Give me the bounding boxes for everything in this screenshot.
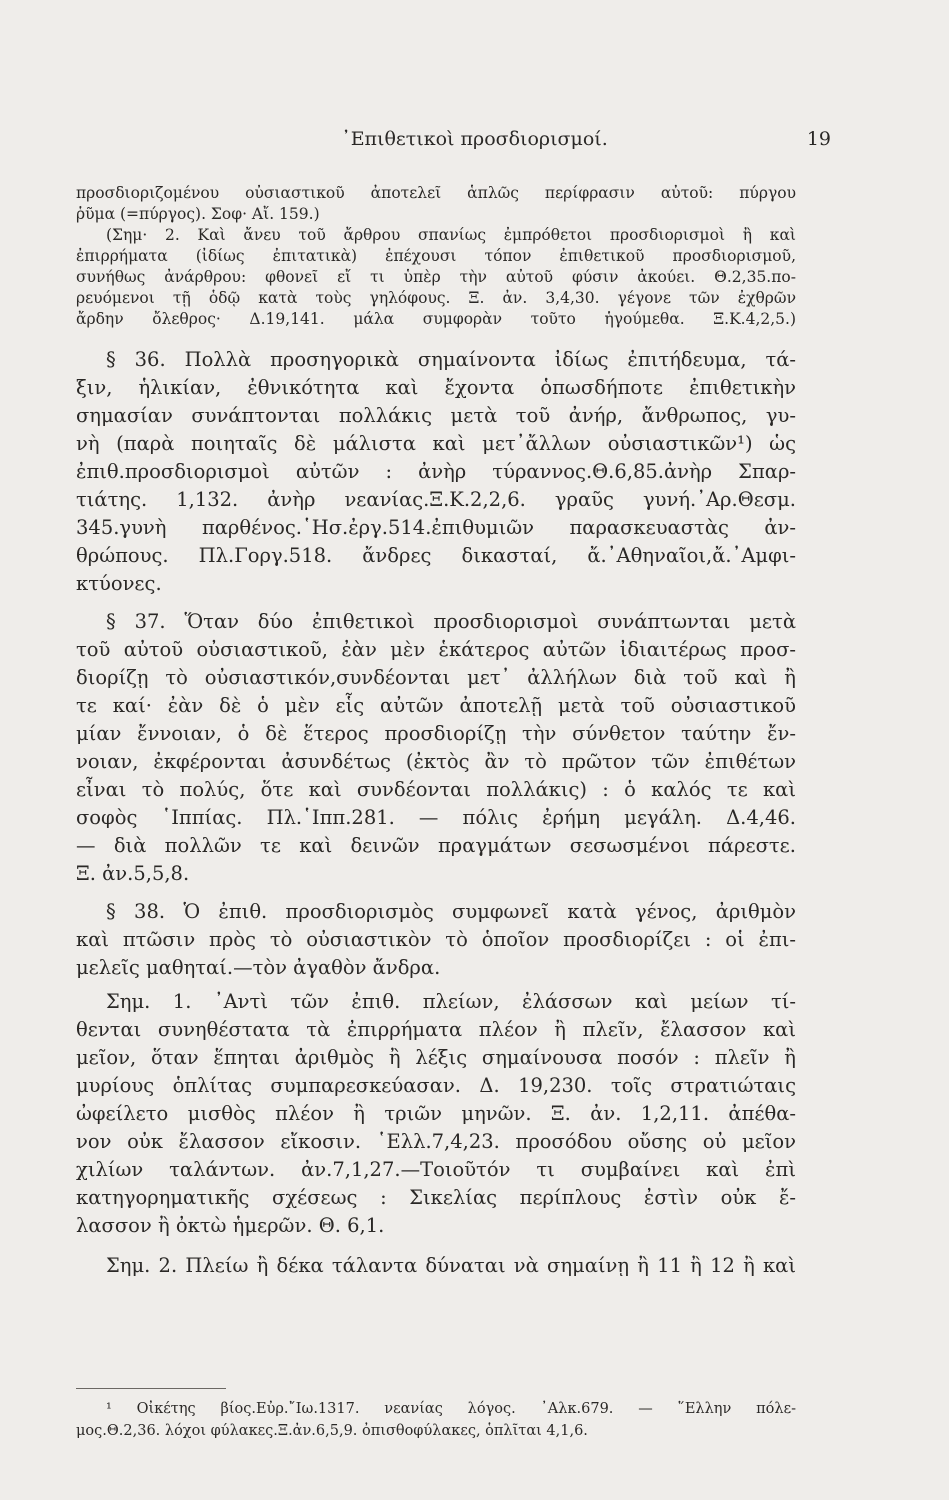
text-line: — διὰ πολλῶν τε καὶ δεινῶν πραγμάτων σεσωσμένοι πάρεστε.: [76, 834, 796, 857]
text-line: χιλίων ταλάντων. ἀν.7,1,27.—Τοιοῦτόν τι συμβαίνει καὶ ἐπὶ: [76, 1158, 796, 1181]
text-line: καὶ πτῶσιν πρὸς τὸ οὐσιαστικὸν τὸ ὁποῖον προσδιορίζει : οἱ ἐπι-: [76, 928, 796, 951]
text-line: κατηγορηματικῆς σχέσεως : Σικελίας περίπλους ἐστὶν οὐκ ἔ-: [76, 1186, 796, 1209]
text-line: § 38. Ὁ ἐπιθ. προσδιορισμὸς συμφωνεῖ κατὰ γένος, ἀριθμὸν: [106, 900, 796, 923]
text-line: Σημ. 2. Πλείω ἢ δέκα τάλαντα δύναται νὰ σημαίνῃ ἢ 11 ἢ 12 ἢ καὶ: [106, 1254, 796, 1277]
text-line: προσδιοριζομένου οὐσιαστικοῦ ἀποτελεῖ ἁπλῶς περίφρασιν αὐτοῦ: πύργου: [76, 184, 796, 202]
text-line: ἐπιρρήματα (ἰδίως ἐπιτατικὰ) ἐπέχουσι τόπον ἐπιθετικοῦ προσδιορισμοῦ,: [76, 247, 796, 265]
text-line: εἶναι τὸ πολύς, ὅτε καὶ συνδέονται πολλάκις) : ὁ καλός τε καὶ: [76, 778, 796, 801]
text-line: (Σημ· 2. Καὶ ἄνευ τοῦ ἄρθρου σπανίως ἐμπρόθετοι προσδιορισμοὶ ἢ καὶ: [106, 226, 796, 244]
footnotes: [76, 1398, 796, 1442]
section-36: [76, 346, 796, 598]
text-line: ξιν, ἡλικίαν, ἐθνικότητα καὶ ἔχοντα ὁπωσδήποτε ἐπιθετικὴν: [76, 376, 796, 399]
text-line: ἐπιθ.προσδιορισμοὶ αὐτῶν : ἀνὴρ τύραννος.Θ.6,85.ἀνὴρ Σπαρ-: [76, 460, 796, 483]
text-line: μελεῖς μαθηταί.—τὸν ἀγαθὸν ἄνδρα.: [76, 956, 441, 979]
text-line: μυρίους ὁπλίτας συμπαρεσκεύασαν. Δ. 19,230. τοῖς στρατιώταις: [76, 1074, 796, 1097]
text-line: νοιαν, ἐκφέρονται ἀσυνδέτως (ἐκτὸς ἂν τὸ πρῶτον τῶν ἐπιθέτων: [76, 750, 796, 773]
section-37: [76, 608, 796, 888]
text-line: τοῦ αὐτοῦ οὐσιαστικοῦ, ἐὰν μὲν ἑκάτερος αὐτῶν ἰδιαιτέρως προσ-: [76, 638, 796, 661]
text-line: Ξ. ἀν.5,5,8.: [76, 862, 190, 885]
note-1: [76, 988, 796, 1240]
footnote-line: μος.Θ.2,36. λόχοι φύλακες.Ξ.ἀν.6,5,9. ὀπισθοφύλακες, ὁπλῖται 4,1,6.: [76, 1423, 588, 1439]
text-line: σοφὸς ῾Ιππίας. Πλ.῾Ιππ.281. — πόλις ἐρήμη μεγάλη. Δ.4,46.: [76, 806, 796, 829]
footnote-divider: [76, 1388, 226, 1389]
text-line: συνήθως ἀνάρθρου: φθονεῖ εἴ τι ὑπὲρ τὴν αὐτοῦ φύσιν ἀκούει. Θ.2,35.πο-: [76, 268, 796, 286]
text-line: διορίζῃ τὸ οὐσιαστικόν,συνδέονται μετ᾿ ἀλλήλων διὰ τοῦ καὶ ἢ: [76, 666, 796, 689]
page-number: 19: [806, 128, 831, 150]
text-line: σημασίαν συνάπτονται πολλάκις μετὰ τοῦ ἀνήρ, ἄνθρωπος, γυ-: [76, 404, 796, 427]
text-line: 345.γυνὴ παρθένος.῾Ησ.ἐργ.514.ἐπιθυμιῶν παρασκευαστὰς ἀν-: [76, 516, 796, 539]
note-2: [76, 1252, 796, 1280]
text-line: λασσον ἢ ὀκτὼ ἡμερῶν. Θ. 6,1.: [76, 1214, 385, 1237]
text-line: Σημ. 1. ᾿Αντὶ τῶν ἐπιθ. πλείων, ἐλάσσων καὶ μείων τί-: [106, 990, 796, 1013]
text-line: θρώπους. Πλ.Γοργ.518. ἄνδρες δικασταί, ἄ.᾿Αθηναῖοι,ἄ.᾿Αμφι-: [76, 544, 796, 567]
text-line: νον οὐκ ἔλασσον εἴκοσιν. ῾Ελλ.7,4,23. προσόδου οὔσης οὐ μεῖον: [76, 1130, 796, 1153]
text-line: ῥῦμα (=πύργος). Σοφ· Αἴ. 159.): [76, 205, 320, 223]
section-38: [76, 898, 796, 982]
text-line: ὠφείλετο μισθὸς πλέον ἢ τριῶν μηνῶν. Ξ. ἀν. 1,2,11. ἀπέθα-: [76, 1102, 796, 1125]
text-line: § 36. Πολλὰ προσηγορικὰ σημαίνοντα ἰδίως ἐπιτήδευμα, τά-: [106, 348, 796, 371]
text-line: θενται συνηθέστατα τὰ ἐπιρρήματα πλέον ἢ πλεῖν, ἔλασσον καὶ: [76, 1018, 796, 1041]
small-print-paragraph: [76, 183, 796, 330]
text-line: κτύονες.: [76, 572, 162, 595]
text-line: μίαν ἔννοιαν, ὁ δὲ ἕτερος προσδιορίζῃ τὴν σύνθετον ταύτην ἔν-: [76, 722, 796, 745]
text-line: ρευόμενοι τῇ ὁδῷ κατὰ τοὺς γηλόφους. Ξ. ἀν. 3,4,30. γέγονε τῶν ἐχθρῶν: [76, 289, 796, 307]
text-line: τιάτης. 1,132. ἀνὴρ νεανίας.Ξ.Κ.2,2,6. γραῦς γυνή.᾿Αρ.Θεσμ.: [76, 488, 796, 511]
footnote-line: ¹ Οἰκέτης βίος.Εὐρ.῎Ιω.1317. νεανίας λόγος. ᾿Αλκ.679. — ῞Ελλην πόλε-: [106, 1401, 796, 1417]
text-line: νὴ (παρὰ ποιηταῖς δὲ μάλιστα καὶ μετ᾿ἄλλων οὐσιαστικῶν¹) ὡς: [76, 432, 796, 455]
text-line: μεῖον, ὅταν ἕπηται ἀριθμὸς ἢ λέξις σημαίνουσα ποσόν : πλεῖν ἢ: [76, 1046, 796, 1069]
text-line: τε καί· ἐὰν δὲ ὁ μὲν εἷς αὐτῶν ἀποτελῇ μετὰ τοῦ οὐσιαστικοῦ: [76, 694, 796, 717]
running-title: ᾿Επιθετικοὶ προσδιορισμοί.: [341, 128, 608, 150]
text-line: ἄρδην ὄλεθρος· Δ.19,141. μάλα συμφορὰν τοῦτο ἡγούμεθα. Ξ.Κ.4,2,5.): [76, 310, 796, 328]
page-header: [0, 128, 949, 158]
text-line: § 37. Ὅταν δύο ἐπιθετικοὶ προσδιορισμοὶ συνάπτωνται μετὰ: [106, 610, 796, 633]
